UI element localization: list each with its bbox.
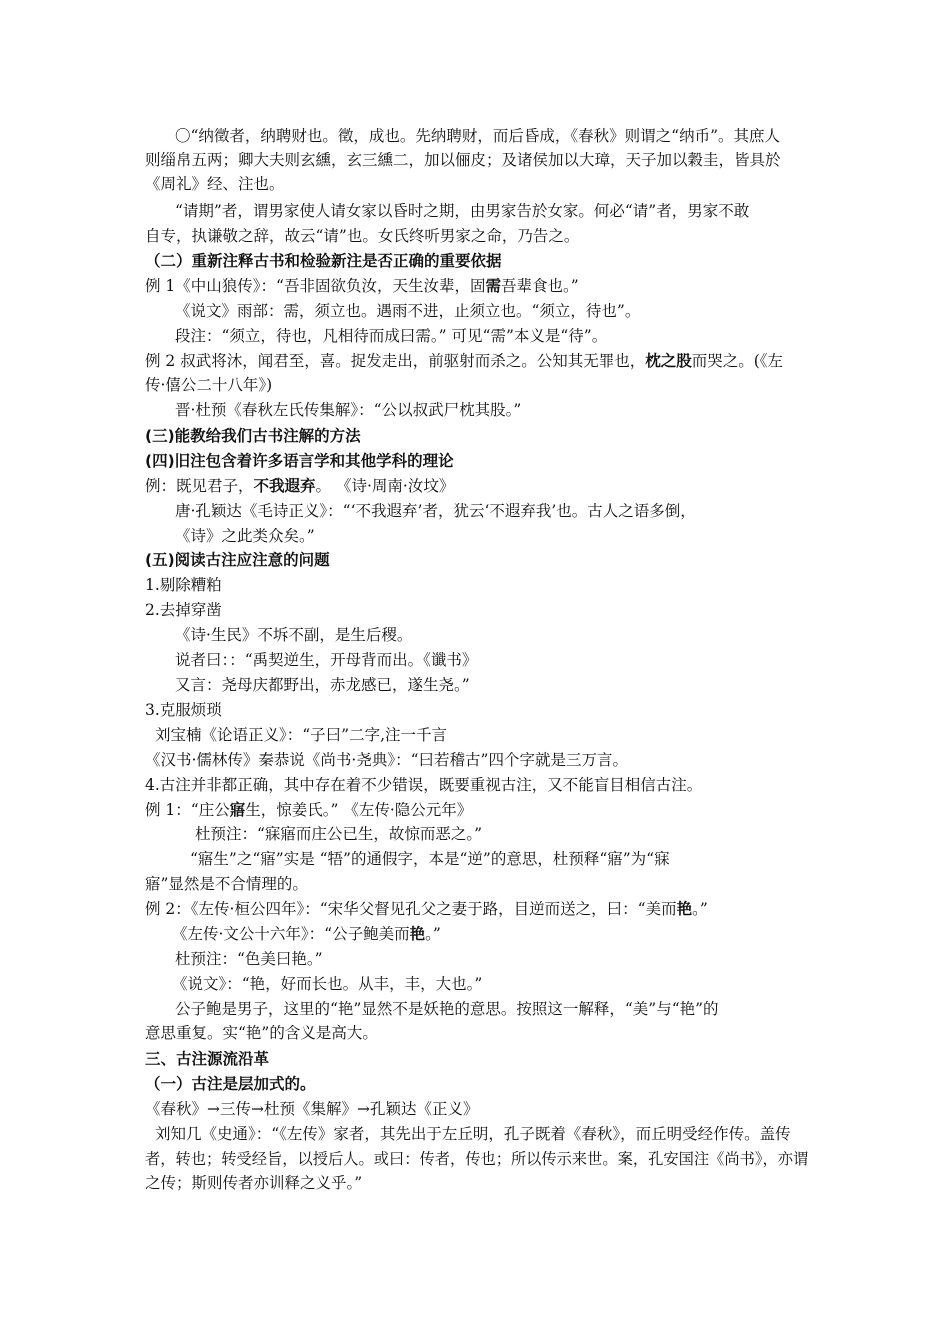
text-line: “请期”者，谓男家使人请女家以昏时之期，由男家告於女家。何必“请”者，男家不敢 [175, 202, 750, 220]
text-line: 〇“纳徵者，纳聘财也。徵，成也。先纳聘财，而后昏成，《春秋》则谓之“纳币”。其庶人 [175, 127, 781, 145]
text-line: 《春秋》→三传→杜预《集解》→孔颖达《正义》 [145, 1100, 479, 1118]
text-line: 2.去掉穿凿 [145, 601, 222, 619]
text-line: 《诗·生民》不坼不副，是生后稷。 [175, 626, 413, 644]
text-line: 杜预注：“色美曰艳。” [175, 950, 323, 968]
text-line: 刘知几《史通》：“《左传》家者，其先出于左丘明，孔子既着《春秋》，而丘明受经作传。盖传 [155, 1125, 791, 1143]
text-line: 《周礼》经、注也。 [145, 175, 285, 193]
section-heading: (五)阅读古注应注意的问题 [145, 551, 330, 569]
text-line: 1.剔除糟粕 [145, 576, 222, 594]
text-line: 《说文》雨部：需，须立也。遇雨不进，止须立也。“须立，待也”。 [175, 302, 641, 320]
text-line: 寤”显然是不合情理的。 [145, 875, 308, 893]
text-line: 传·僖公二十八年》) [145, 376, 273, 394]
text-line: 公子鲍是男子，这里的“艳”显然不是妖艳的意思。按照这一解释，“美”与“艳”的 [175, 1000, 719, 1018]
text-line: 者，转也；转受经旨，以授后人。或曰：传者，传也；所以传示来世。案，孔安国注《尚书》，亦谓 [145, 1150, 809, 1168]
text-line: 自专，执谦敬之辞，故云“请”也。女氏终听男家之命，乃告之。 [145, 227, 580, 245]
text-line: 唐·孔颖达《毛诗正义》：“‘不我遐弃’者，犹云‘不遐弃我’也。古人之语多倒， [175, 502, 696, 520]
text-line: 例 2 叔武将沐，闻君至，喜。捉发走出，前驱射而杀之。公知其无罪也，枕之股而哭之。(《左 [145, 351, 784, 370]
text-line: 《诗》之此类众矣。” [175, 527, 315, 545]
text-line: 则缁帛五两；卿大夫则玄纁，玄三纁二，加以俪皮；及诸侯加以大璋，天子加以穀圭，皆具於 [145, 151, 781, 169]
text-line: 例：既见君子，不我遐弃。 《诗·周南·汝坟》 [145, 476, 455, 495]
text-line: 刘宝楠《论语正义》：“子曰”二字,注一千言 [155, 726, 448, 744]
text-line: 例 1：“庄公寤生，惊姜氏。” 《左传·隐公元年》 [145, 800, 473, 819]
text-line: 之传；斯则传者亦训释之义乎。” [145, 1174, 363, 1192]
text-line: 又言：尧母庆都野出，赤龙感已，遂生尧。” [175, 676, 470, 694]
text-line: 意思重复。实“艳”的含义是高大。 [145, 1024, 378, 1042]
section-heading: (三)能教给我们古书注解的方法 [145, 427, 361, 445]
text-line: 《汉书·儒林传》秦恭说《尚书·尧典》：“曰若稽古”四个字就是三万言。 [145, 751, 628, 769]
text-line: 《说文》：“艳，好而长也。从丰，丰，大也。” [172, 975, 483, 993]
text-line: 例 1《中山狼传》：“吾非固欲负汝，天生汝辈，固需吾辈食也。” [145, 276, 579, 295]
section-heading: (四)旧注包含着许多语言学和其他学科的理论 [145, 452, 454, 470]
text-line: 3.克服烦琐 [145, 701, 222, 719]
text-line: 杜预注：“寐寤而庄公已生，故惊而恶之。” [195, 825, 483, 843]
section-heading: （二）重新注释古书和检验新注是否正确的重要依据 [145, 252, 502, 270]
text-line: 例 2：《左传·桓公四年》：“宋华父督见孔父之妻于路，目逆而送之，曰：“美而艳。” [145, 899, 708, 918]
text-line: “寤生”之“寤”实是 “牾”的通假字，本是“逆”的意思，杜预释“寤”为“寐 [190, 850, 670, 868]
text-line: 《左传·文公十六年》：“公子鲍美而艳。” [172, 924, 441, 943]
text-line: 4.古注并非都正确，其中存在着不少错误，既要重视古注，又不能盲目相信古注。 [145, 776, 703, 794]
text-line: 段注：“须立，待也，凡相待而成曰需。” 可见“需”本义是“待”。 [175, 327, 608, 345]
text-line: 说者曰：：“禹契逆生，开母背而出。《谶书》 [175, 651, 478, 669]
text-line: 晋·杜预《春秋左氏传集解》：“公以叔武尸枕其股。” [175, 401, 522, 419]
section-heading: （一）古注是层加式的。 [145, 1075, 316, 1093]
section-heading: 三、古注源流沿革 [145, 1050, 270, 1068]
